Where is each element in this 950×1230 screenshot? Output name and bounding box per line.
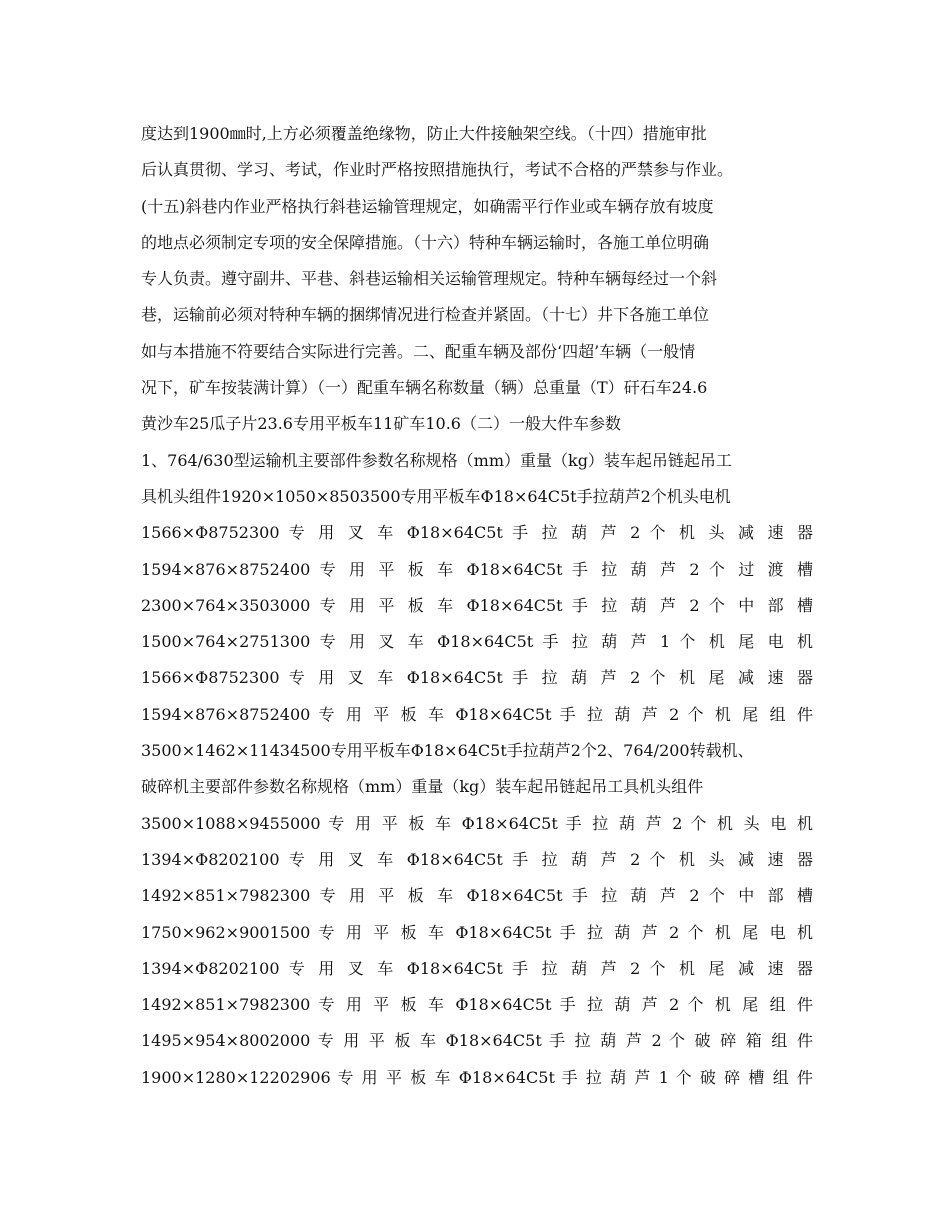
text-line: 1566×Φ8752300 专 用 叉 车 Φ18×64C5t 手 拉 葫 芦 2 个 机 尾 减 速 器 (141, 668, 813, 688)
text-line: 的地点必须制定专项的安全保障措施。（十六）特种车辆运输时，各施工单位明确 (141, 232, 710, 252)
text-line: 2300×764×3503000 专 用 平 板 车 Φ18×64C5t 手 拉 葫 芦 2 个 中 部 槽 (141, 595, 813, 615)
text-line: 1594×876×8752400 专 用 平 板 车 Φ18×64C5t 手 拉 葫 芦 2 个 机 尾 组 件 (141, 704, 813, 724)
text-line: 破碎机主要部件参数名称规格（mm）重量（kg）装车起吊链起吊工具机头组件 (141, 777, 704, 797)
text-line: 黄沙车25瓜子片23.6专用平板车11矿车10.6（二）一般大件车参数 (141, 414, 621, 434)
text-line: 3500×1088×9455000 专 用 平 板 车 Φ18×64C5t 手 拉 葫 芦 2 个 机 头 电 机 (141, 813, 813, 833)
text-line: 1500×764×2751300 专 用 叉 车 Φ18×64C5t 手 拉 葫 芦 1 个 机 尾 电 机 (141, 632, 813, 652)
text-line: 1、764/630型运输机主要部件参数名称规格（mm）重量（kg）装车起吊链起吊工 (141, 450, 732, 470)
text-line: 1594×876×8752400 专 用 平 板 车 Φ18×64C5t 手 拉 葫 芦 2 个 过 渡 槽 (141, 559, 813, 579)
text-line: 1750×962×9001500 专 用 平 板 车 Φ18×64C5t 手 拉 葫 芦 2 个 机 尾 电 机 (141, 922, 813, 942)
text-line: 后认真贯彻、学习、考试，作业时严格按照措施执行，考试不合格的严禁参与作业。 (141, 160, 734, 180)
text-line: 1394×Φ8202100 专 用 叉 车 Φ18×64C5t 手 拉 葫 芦 2 个 机 头 减 速 器 (141, 849, 813, 869)
text-line: 1900×1280×12202906 专 用 平 板 车 Φ18×64C5t 手 拉 葫 芦 1 个 破 碎 槽 组 件 (141, 1067, 813, 1087)
text-line: 如与本措施不符要结合实际进行完善。二、配重车辆及部份‘四超’车辆（一般情 (141, 341, 696, 361)
text-line: 1566×Φ8752300 专 用 叉 车 Φ18×64C5t 手 拉 葫 芦 2 个 机 头 减 速 器 (141, 523, 813, 543)
text-line: 1394×Φ8202100 专 用 叉 车 Φ18×64C5t 手 拉 葫 芦 2 个 机 尾 减 速 器 (141, 958, 813, 978)
text-line: 1492×851×7982300 专 用 平 板 车 Φ18×64C5t 手 拉 葫 芦 2 个 中 部 槽 (141, 886, 813, 906)
text-line: 3500×1462×11434500专用平板车Φ18×64C5t手拉葫芦2个2、764/200转载机、 (141, 741, 754, 761)
text-line: 况下，矿车按装满计算）（一）配重车辆名称数量（辆）总重量（T）矸石车24.6 (141, 378, 708, 398)
body-text (141, 116, 813, 1096)
text-line: 巷，运输前必须对特种车辆的捆绑情况进行检查并紧固。（十七）井下各施工单位 (141, 305, 710, 325)
text-line: (十五)斜巷内作业严格执行斜巷运输管理规定，如确需平行作业或车辆存放有坡度 (141, 196, 714, 216)
text-line: 度达到1900㎜时,上方必须覆盖绝缘物，防止大件接触架空线。（十四）措施审批 (141, 124, 707, 143)
text-line: 具机头组件1920×1050×8503500专用平板车Φ18×64C5t手拉葫芦2个机头电机 (141, 486, 731, 506)
text-line: 1495×954×8002000 专 用 平 板 车 Φ18×64C5t 手 拉 葫 芦 2 个 破 碎 箱 组 件 (141, 1031, 813, 1051)
text-line: 1492×851×7982300 专 用 平 板 车 Φ18×64C5t 手 拉 葫 芦 2 个 机 尾 组 件 (141, 995, 813, 1015)
text-line: 专人负责。遵守副井、平巷、斜巷运输相关运输管理规定。特种车辆每经过一个斜 (141, 269, 718, 289)
